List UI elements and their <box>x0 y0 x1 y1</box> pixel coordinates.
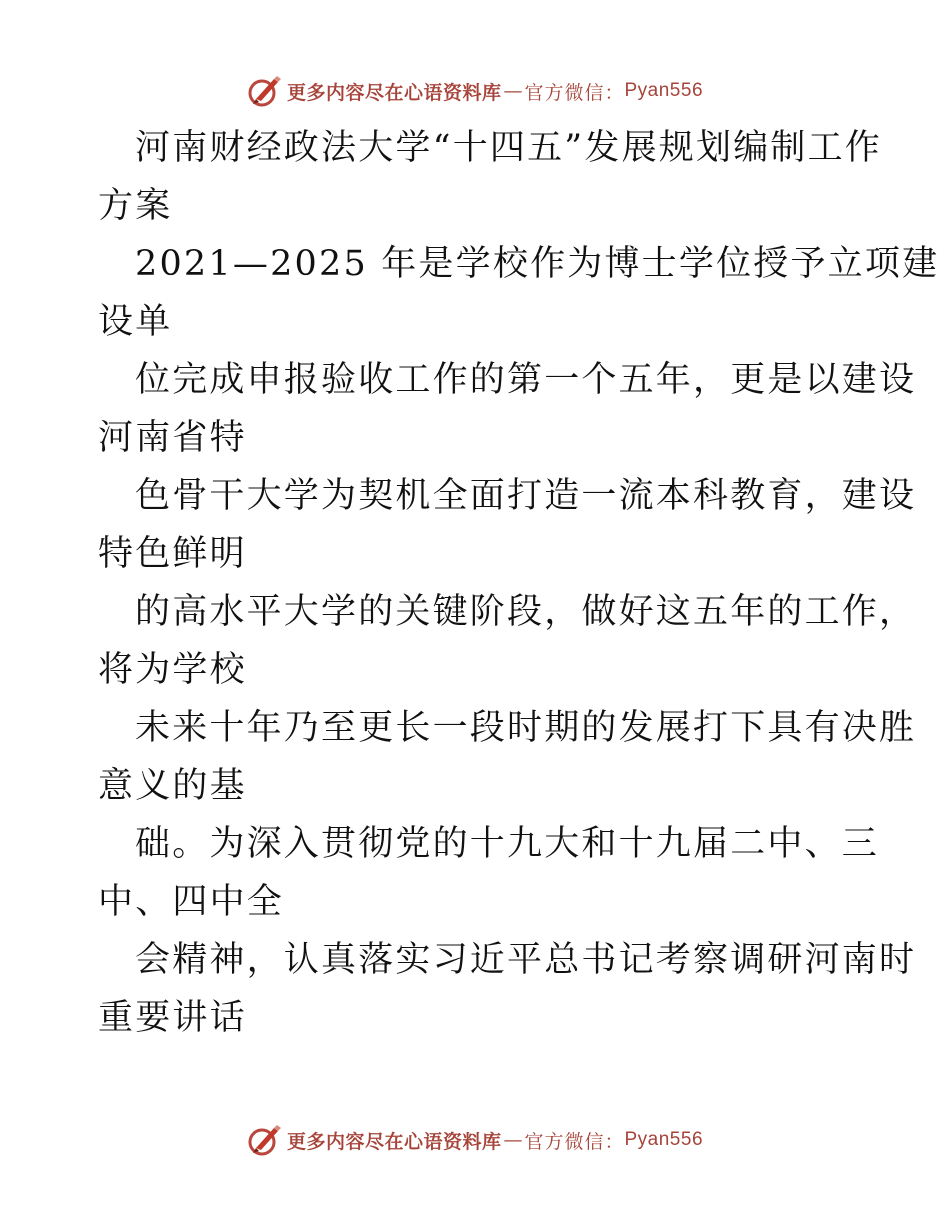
paragraph-continuation-line: 重要讲话 <box>98 998 247 1038</box>
document-body <box>98 119 940 1047</box>
paragraph-continuation-line: 将为学校 <box>98 650 247 690</box>
paragraph-continuation-line: 意义的基 <box>98 766 247 806</box>
paragraph-continuation-line: 方案 <box>98 186 173 226</box>
paragraph-line: 的高水平大学的关键阶段，做好这五年的工作， <box>135 592 917 632</box>
watermark-wechat-id: Pyan556 <box>624 80 704 101</box>
paragraph-line: 位完成申报验收工作的第一个五年，更是以建设 <box>135 360 917 400</box>
watermark-separator: — <box>503 80 523 102</box>
watermark-separator: — <box>503 1129 523 1151</box>
paragraph-line: 础。为深入贯彻党的十九大和十九届二中、三 <box>135 824 880 864</box>
paragraph-line: 会精神，认真落实习近平总书记考察调研河南时 <box>135 940 917 980</box>
watermark-sub-text: 官方微信： <box>524 1130 625 1153</box>
paragraph-continuation-line: 特色鲜明 <box>98 534 247 574</box>
paragraph-line: 河南财经政法大学“十四五”发展规划编制工作 <box>135 128 882 168</box>
pen-logo-icon <box>247 1123 283 1157</box>
watermark-main-text: 更多内容尽在心语资料库 <box>286 1130 502 1153</box>
paragraph-line: 未来十年乃至更长一段时期的发展打下具有决胜 <box>135 708 917 748</box>
watermark-banner-bottom <box>0 1120 950 1160</box>
paragraph-line: 2021—2025 年是学校作为博士学位授予立项建 <box>135 244 940 284</box>
paragraph-continuation-line: 设单 <box>98 302 173 342</box>
pen-logo-icon <box>247 74 283 108</box>
paragraph-line: 色骨干大学为契机全面打造一流本科教育，建设 <box>135 476 917 516</box>
watermark-banner-top <box>0 71 950 111</box>
paragraph-continuation-line: 中、四中全 <box>98 882 285 922</box>
watermark-wechat-id: Pyan556 <box>624 1129 704 1150</box>
watermark-main-text: 更多内容尽在心语资料库 <box>286 81 502 104</box>
paragraph-continuation-line: 河南省特 <box>98 418 247 458</box>
watermark-sub-text: 官方微信： <box>524 81 625 104</box>
